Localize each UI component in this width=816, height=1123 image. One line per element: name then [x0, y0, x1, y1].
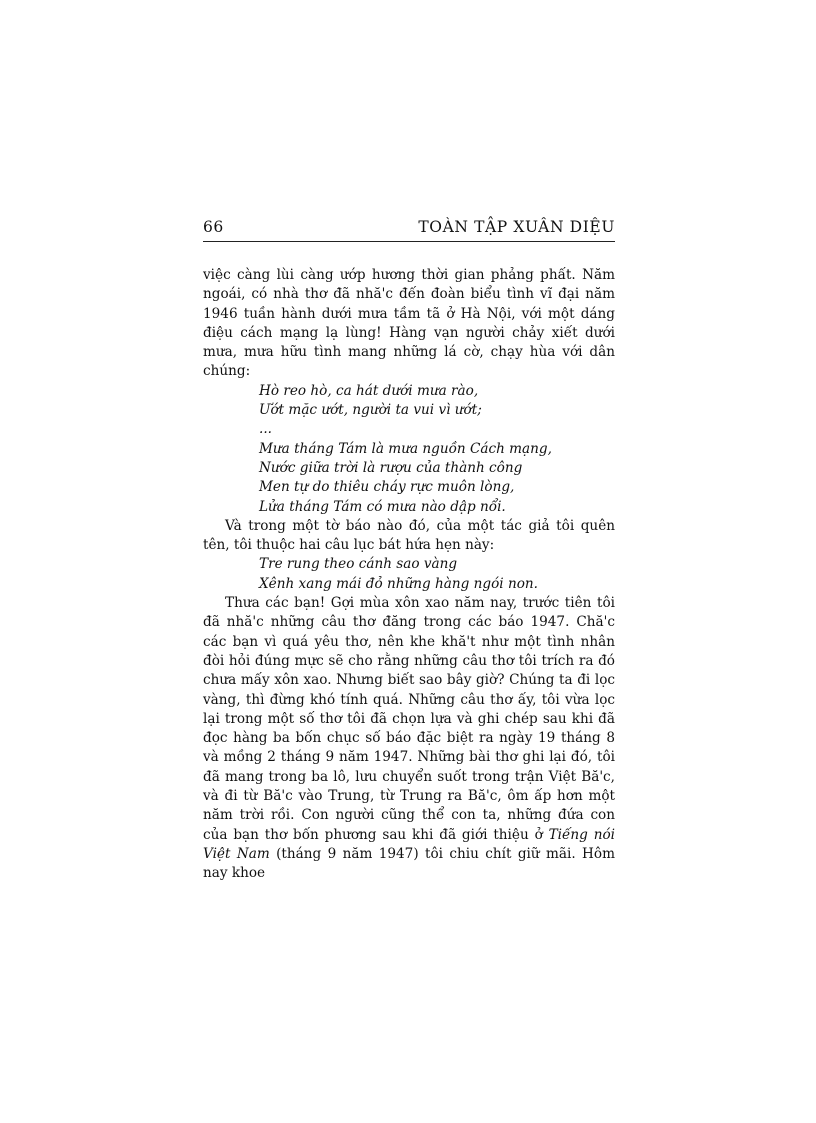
book-title: TOÀN TẬP XUÂN DIỆU — [418, 218, 615, 236]
verse-line: Tre rung theo cánh sao vàng — [259, 556, 458, 573]
paragraph-3-text-a: Thưa các bạn! Gợi mùa xôn xao năm nay, trước tiên tôi đã nhă'c những câu thơ đăng trong các báo 1947. Chă'c các bạn vì quá yêu thơ, nên khe khă't như một tình nhân đòi hỏi đúng mực sẽ cho rằng những câu thơ tôi trích ra đó chưa mấy xôn xao. Nhưng biết sao bây giờ? Chúng ta đi lọc vàng, thì đừng khó tính quá. Những câu thơ ấy, tôi vừa lọc lại trong một số thơ tôi đã chọn lựa và ghi chép sau khi đã đọc hàng ba bốn chục số báo đặc biệt ra ngày 19 tháng 8 và mồng 2 tháng 9 năm 1947. Những bài thơ ghi lại đó, tôi đã mang trong ba lô, lưu chuyển suốt trong trận Việt Bă'c, và đi từ Bă'c vào Trung, từ Trung ra Bă'c, ôm ấp hơn một năm trời rồi. Con người cũng thể con ta, những đứa con của bạn thơ bốn phương sau khi đã giới thiệu ở — [203, 595, 615, 843]
verse-line: Ướt mặc ướt, người ta vui vì ướt; — [259, 402, 482, 419]
poem-excerpt-1 — [259, 382, 615, 517]
verse-line: Lửa tháng Tám có mưa nào dập nổi. — [259, 498, 506, 515]
verse-ellipsis: ... — [259, 421, 272, 438]
page-number: 66 — [203, 218, 224, 236]
publication-title: Tiếng nói Việt Nam — [203, 826, 615, 862]
page-body — [203, 266, 615, 884]
verse-line: Mưa tháng Tám là mưa nguồn Cách mạng, — [259, 440, 552, 457]
paragraph-3 — [203, 594, 615, 883]
verse-line: Men tự do thiêu cháy rực muôn lòng, — [259, 479, 515, 496]
verse-line: Xênh xang mái đỏ những hàng ngói non. — [259, 575, 538, 592]
paragraph-1: việc càng lùi càng ướp hương thời gian phảng phất. Năm ngoái, có nhà thơ đã nhă'c đến đoàn biểu tình vĩ đại năm 1946 tuần hành dưới mưa tầm tã ở Hà Nội, với một dáng điệu cách mạng lạ lùng! Hàng vạn người chảy xiết dưới mưa, mưa hữu tình mang những lá cờ, chạy hùa với dân chúng: — [203, 267, 615, 380]
poem-excerpt-2 — [259, 555, 615, 594]
verse-line: Hò reo hò, ca hát dưới mưa rào, — [259, 382, 479, 399]
running-header — [203, 215, 615, 242]
verse-line: Nước giữa trời là rượu của thành công — [259, 459, 523, 476]
book-page — [203, 215, 615, 884]
paragraph-3-text-b: (tháng 9 năm 1947) tôi chiu chít giữ mãi. Hôm nay khoe — [203, 845, 615, 882]
paragraph-2: Và trong một tờ báo nào đó, của một tác giả tôi quên tên, tôi thuộc hai câu lục bát hứa hẹn này: — [203, 517, 615, 554]
